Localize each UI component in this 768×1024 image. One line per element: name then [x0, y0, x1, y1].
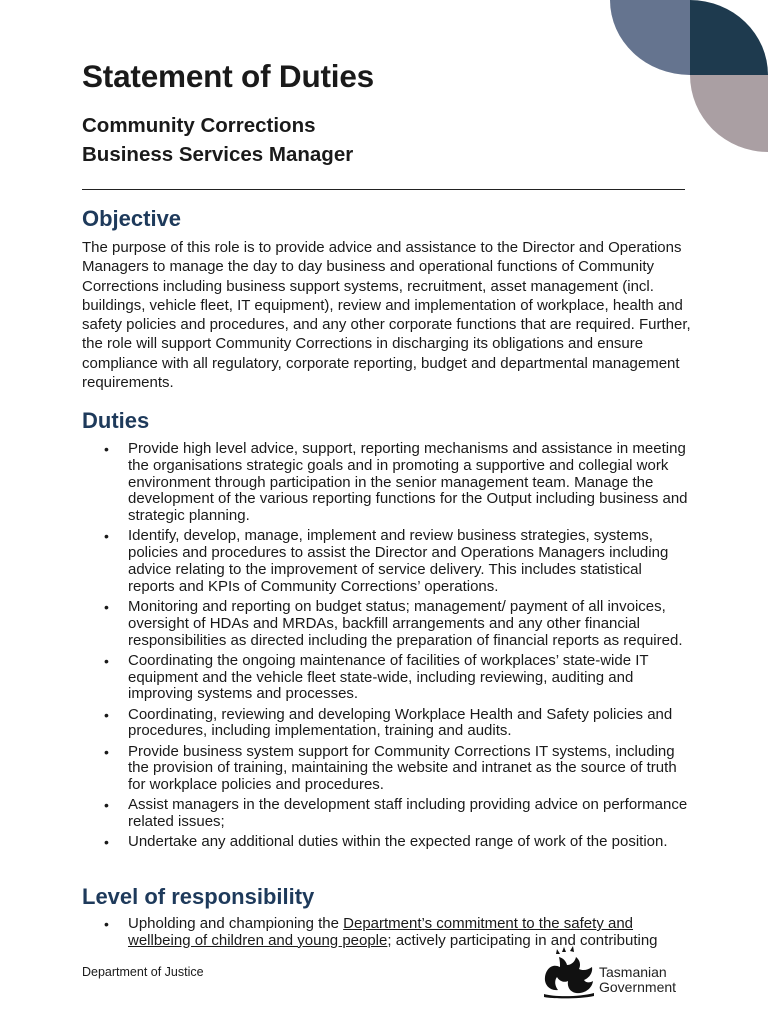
duty-text: Provide business system support for Community Corrections IT systems, including the provision of training, maintaining the website and intranet as the source of truth for workplace policies and procedures. [128, 742, 677, 794]
objective-paragraph: The purpose of this role is to provide advice and assistance to the Director and Operations Managers to manage the day to day business and operational functions of Community Corrections including business support systems, recruitment, asset management (incl. buildings, vehicle fleet, IT equipment), review and implementation of workplace, health and safety policies and procedures, and any other corporate functions that are required. Further, the role will support Community Corrections in discharging its obligations and ensure compliance with all regulatory, corporate reporting, budget and departmental management requirements. [82, 239, 691, 392]
bullet-icon: • [104, 797, 109, 814]
bullet-icon: • [104, 598, 109, 615]
bullet-icon: • [104, 743, 109, 760]
duty-text: Coordinating, reviewing and developing Workplace Health and Safety policies and procedures, including implementation, training and audits. [128, 705, 673, 740]
child-safety-commitment-link[interactable]: Department’s commitment to the safety and wellbeing of children and young people [128, 915, 634, 949]
duty-item [82, 707, 692, 741]
duty-text: Assist managers in the development staff including providing advice on performance related issues; [128, 796, 688, 831]
duty-text: Monitoring and reporting on budget status; management/ payment of all invoices, oversight of HDAs and MRDAs, backfill arrangements and any other financial responsibilities as directed including the preparation of financial reports as required. [128, 597, 683, 649]
level-of-responsibility-heading: Level of responsibility [82, 884, 315, 909]
duty-item [82, 834, 692, 851]
duty-item [82, 441, 692, 525]
duty-item [82, 653, 692, 703]
logo-text-tasmanian: Tasmanian [599, 964, 667, 980]
bullet-icon: • [104, 706, 109, 723]
shape-blue-grey [610, 0, 690, 75]
bullet-icon: • [104, 916, 109, 932]
duty-item [82, 599, 692, 649]
duties-list [82, 441, 692, 854]
shape-mauve [690, 75, 768, 152]
duty-item [82, 797, 692, 831]
logo-text-government: Government [599, 979, 677, 995]
duty-item [82, 528, 692, 595]
responsibility-suffix: ; actively participating in and contributing [387, 931, 658, 949]
page-subtitle-line1: Community Corrections [82, 114, 316, 137]
duty-text: Identify, develop, manage, implement and review business strategies, systems, policies and procedures to assist the Director and Operations Managers including advice relating to the improvement of service delivery. This includes statistical reports and KPIs of Community Corrections’ operations. [128, 527, 669, 595]
page-title: Statement of Duties [82, 58, 374, 94]
duty-text: Provide high level advice, support, reporting mechanisms and assistance in meeting the organisations strategic goals and in promoting a supportive and collegial work environment through participation in the senior management team. Manage the development of the various reporting functions for the Output including business and strategic planning. [128, 440, 688, 525]
shape-navy [690, 0, 768, 75]
duties-heading: Duties [82, 408, 150, 433]
bullet-icon: • [104, 441, 109, 457]
responsibility-prefix: Upholding and championing the [128, 915, 344, 932]
title-divider [82, 189, 685, 190]
duty-text: Undertake any additional duties within the expected range of work of the position. [128, 833, 668, 851]
footer-department: Department of Justice [82, 965, 204, 979]
bullet-icon: • [104, 652, 109, 669]
bullet-icon: • [104, 834, 109, 851]
bullet-icon: • [104, 528, 109, 545]
duty-item [82, 744, 692, 794]
duty-text: Coordinating the ongoing maintenance of facilities of workplaces’ state-wide IT equipment and the vehicle fleet state-wide, including reviewing, auditing and improving systems and processes. [128, 651, 649, 703]
page-subtitle-line2: Business Services Manager [82, 143, 354, 166]
objective-heading: Objective [82, 206, 182, 231]
